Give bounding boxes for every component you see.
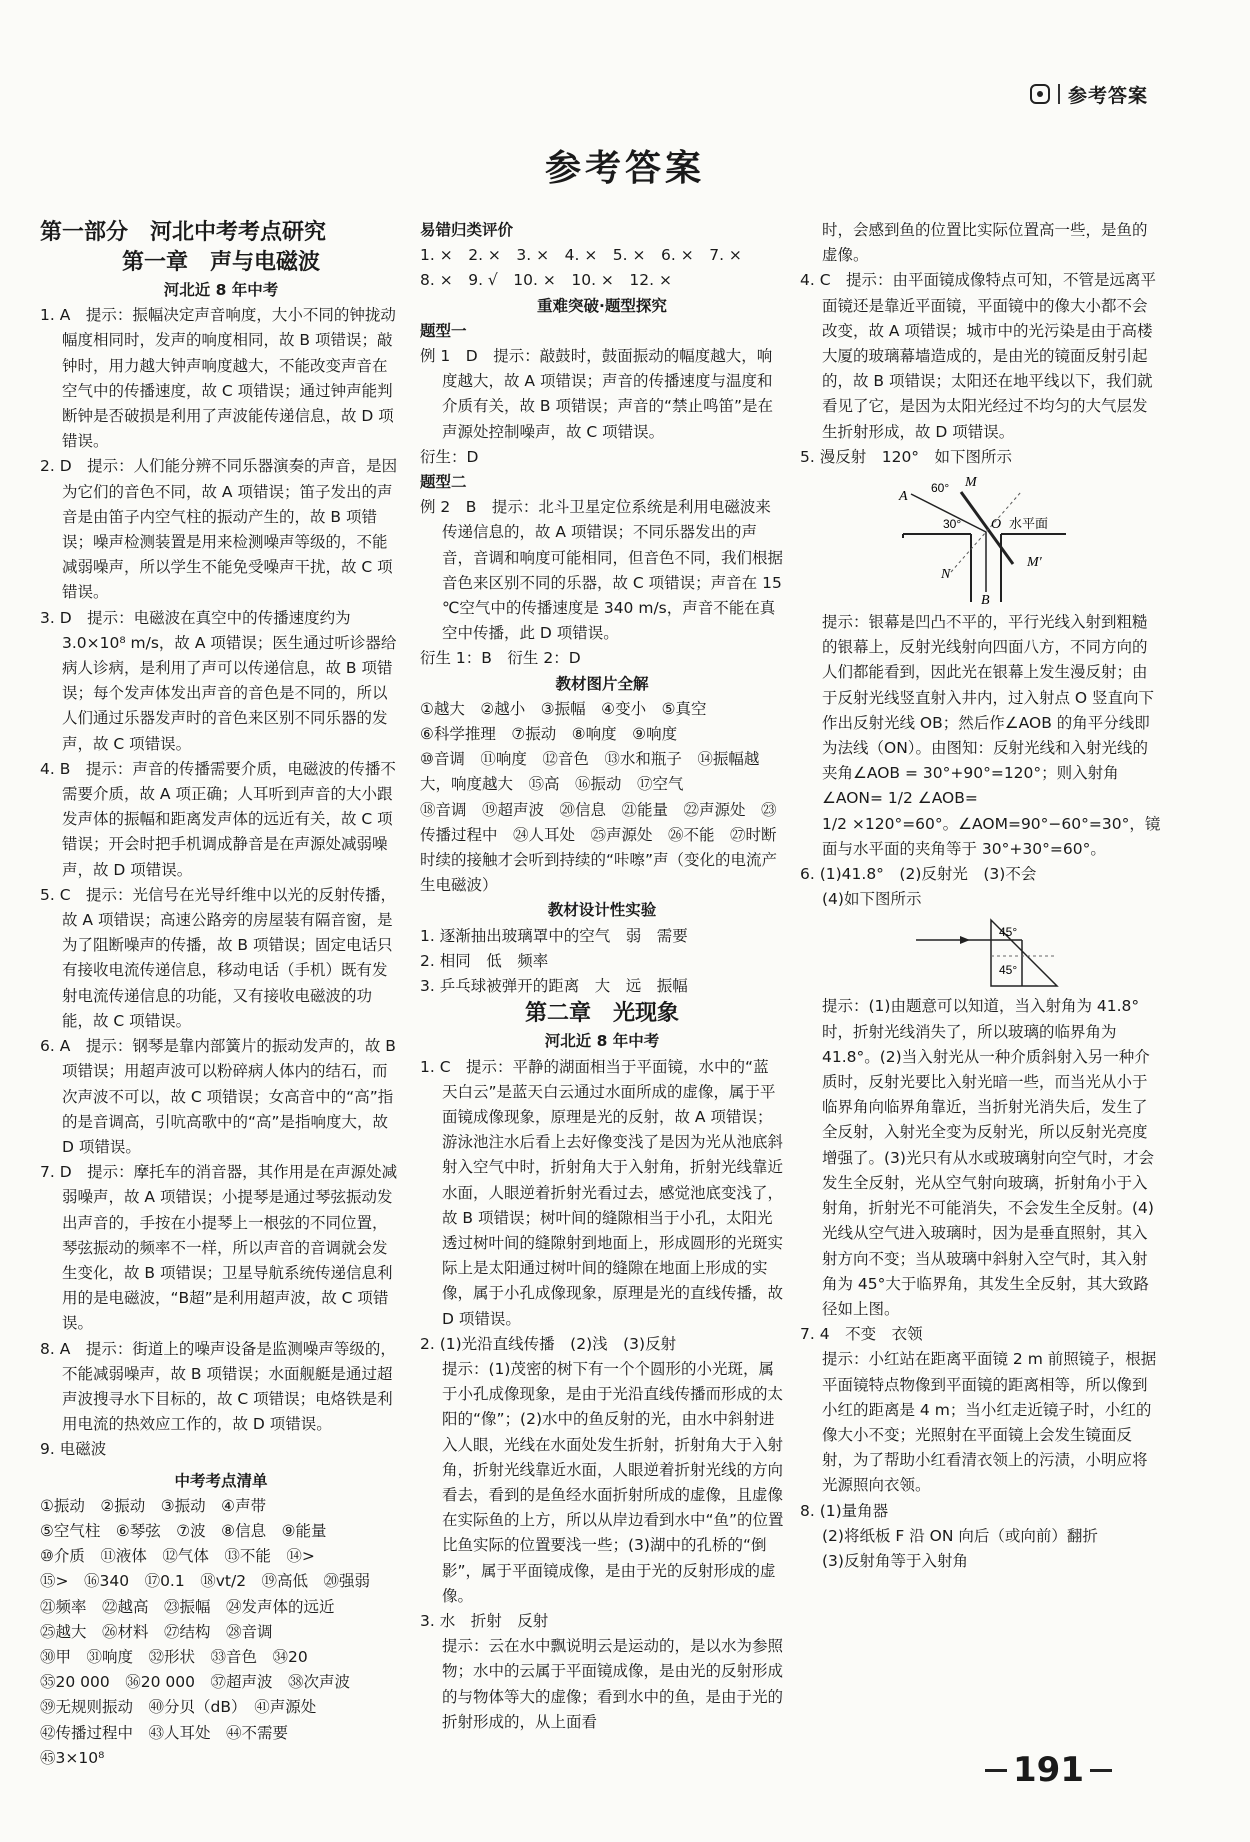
header-divider [1058, 84, 1060, 104]
column-1 [40, 218, 402, 1771]
answer-item: 8. A 提示：街道上的噪声设备是监测噪声等级的，不能减弱噪声，故 B 项错误；水面舰艇是通过超声波搜寻水下目标的，故 C 项错误；电烙铁是利用电流的热效应工作的，故 D 项错误。 [40, 1339, 396, 1434]
answer-subline: (2)将纸板 F 沿 ON 向后（或向前）翻折 [822, 1526, 1098, 1545]
answer-item: 7. 4 不变 衣领 [800, 1325, 923, 1344]
derived-line: 衍生 1：B 衍生 2：D [420, 649, 581, 668]
part-title: 第一部分 河北中考考点研究 [40, 220, 327, 245]
list-line: ⑩介质 ⑪液体 ⑫气体 ⑬不能 ⑭> [40, 1547, 315, 1566]
list-line: ㊺3×10⁸ [40, 1748, 105, 1767]
answer-item: 4. B 提示：声音的传播需要介质，电磁波的传播不需要介质，故 A 项正确；人耳听到声音的大小跟发声体的振幅和距离发声体的远近有关，故 C 项错误；开会时把手机调成静音是在声源处减弱噪声，故 D 项错误。 [40, 759, 396, 879]
list-line: ㉑频率 ㉒越高 ㉓振幅 ㉔发声体的远近 [40, 1597, 335, 1616]
answer-tip: 提示：(1)茂密的树下有一个个圆形的小光斑，属于小孔成像现象，是由于光沿直线传播而形成的太阳的“像”；(2)水中的鱼反射的光，由水中斜射进入人眼，光线在水面处发生折射，折射角大于入射角，折射光线靠近水面，人眼逆着折射光线的方向看去，看到的是鱼经水面折射所成的虚像，且虚像在实际鱼的上方，所以从岸边看到水中“鱼”的位置比鱼实际的位置要浅一些；(3)湖中的孔桥的“倒影”，属于平面镜成像，是由于光的反射形成的虚像。 [442, 1359, 784, 1605]
section-heading: 河北近 8 年中考 [544, 1032, 660, 1051]
label-60: 60° [931, 481, 950, 496]
answer-subline: (4)如下图所示 [822, 890, 922, 909]
mirror-reflection-diagram [891, 474, 1071, 606]
running-header [1030, 78, 1148, 110]
list-line: ⑤空气柱 ⑥琴弦 ⑦波 ⑧信息 ⑨能量 [40, 1521, 327, 1540]
page-number-dash [985, 1769, 1007, 1772]
prism-total-reflection-diagram [896, 916, 1066, 990]
label-b: B [981, 593, 990, 607]
pic-line: ①越大 ②越小 ③振幅 ④变小 ⑤真空 [420, 699, 707, 718]
section-heading: 教材图片全解 [555, 674, 649, 693]
answer-tip: 提示：小红站在距离平面镜 2 m 前照镜子，根据平面镜特点物像到平面镜的距离相等，所以像到小红的距离是 4 m；当小红走近镜子时，小红的像大小不变；光照射在平面镜上会发生镜面反射，为了帮助小红看清衣领上的污渍，小明应将光源照向衣领。 [822, 1350, 1157, 1495]
answer-item: 7. D 提示：摩托车的消音器，其作用是在声源处减弱噪声，故 A 项错误；小提琴是通过琴弦振动发出声音的，手按在小提琴上一根弦的不同位置，琴弦振动的频率不一样，所以声音的音调就会发生变化，故 B 项错误；卫星导航系统传递信息利用的是电磁波，“B超”是利用超声波，故 C 项错误。 [40, 1163, 398, 1333]
page-number [985, 1750, 1112, 1790]
list-line: ㉕越大 ㉖材料 ㉗结构 ㉘音调 [40, 1622, 273, 1641]
derived-line: 衍生：D [420, 447, 479, 466]
page-title: 参考答案 [544, 148, 705, 189]
answer-tip: 提示：(1)由题意可以知道，当入射角为 41.8°时，折射光线消失了，所以玻璃的临界角为 41.8°。(2)当入射光从一种介质斜射入另一种介质时，反射光要比入射光暗一些，而当光从小于临界角向临界角靠近，当折射光消失后，发生了全反射，入射光全变为反射光，所以反射光亮度增强了。(3)光只有从水或玻璃射向空气时，才会发生全反射，光从空气射向玻璃，折射角小于入射角，折射光不可能消失，不会发生全反射。(4)光线从空气进入玻璃时，因为是垂直照射，其入射方向不变；当从玻璃中斜射入空气时，其入射角为 45°大于临界角，其发生全反射，其大致路径如上图。 [822, 997, 1154, 1318]
exp-line: 1. 逐渐抽出玻璃罩中的空气 弱 需要 [420, 926, 688, 945]
list-line: ㊷传播过程中 ㊸人耳处 ㊹不需要 [40, 1723, 289, 1742]
list-line: ㊴无规则振动 ㊵分贝（dB） ㊶声源处 [40, 1698, 317, 1717]
label-o: O [991, 517, 1002, 533]
answer-item: 6. A 提示：钢琴是靠内部簧片的振动发声的，故 B 项错误；用超声波可以粉碎病人体内的结石，而次声波不可以，故 C 项错误；女高音中的“高”指的是音调高，引吭高歌中的“高”是指响度大，故 D 项错误。 [40, 1037, 396, 1156]
answer-subline: (3)反射角等于入射角 [822, 1551, 968, 1570]
label-n: N [941, 567, 951, 583]
section-heading: 教材设计性实验 [547, 901, 657, 920]
list-line: ①振动 ②振动 ③振动 ④声带 [40, 1496, 267, 1515]
subheading: 题型二 [420, 473, 467, 492]
label-30: 30° [943, 517, 962, 532]
list-line: ㉚甲 ㉛响度 ㉜形状 ㉝音色 ㉞20 [40, 1647, 308, 1666]
chapter-title: 第二章 光现象 [524, 1001, 679, 1027]
pic-line: ⑥科学推理 ⑦振动 ⑧响度 ⑨响度 [420, 725, 678, 744]
publisher-logo-icon [1030, 84, 1050, 104]
pic-line: ⑩音调 ⑪响度 ⑫音色 ⑬水和瓶子 ⑭振幅越大，响度越大 ⑮高 ⑯振动 ⑰空气 [420, 750, 760, 794]
label-m2: M′ [1027, 555, 1042, 571]
list-line: ㉟20 000 ㊱20 000 ㊲超声波 ㊳次声波 [40, 1673, 350, 1692]
answer-tip: 1/2 ×120°=60°。∠AOM=90°−60°=30°，镜面与水平面的夹角等于 30°+30°=60°。 [822, 814, 1161, 858]
answer-item: 4. C 提示：由平面镜成像特点可知，不管是远离平面镜还是靠近平面镜，平面镜中的像大小都不会改变，故 A 项错误；城市中的光污染是由于高楼大厦的玻璃幕墙造成的，是由光的镜面反射引起的，故 B 项错误；太阳还在地平线以下，我们就看见了它，是因为太阳光经过不均匀的大气层发生折射形成，故 D 项错误。 [800, 271, 1157, 441]
answer-item: 6. (1)41.8° (2)反射光 (3)不会 [800, 865, 1037, 884]
section-heading: 河北近 8 年中考 [163, 281, 279, 299]
example-item: 例 2 B 提示：北斗卫星定位系统是利用电磁波来传递信息的，故 A 项错误；不同乐器发出的声音，音调和响度可能相同，但音色不同，我们根据音色来区别不同的乐器，故 C 项错误；声音在 15 ℃空气中的传播速度是 340 m/s，声音不能在真空中传播，此 D 项错误。 [420, 498, 784, 643]
label-water: 水平面 [1009, 517, 1049, 533]
column-3 [800, 218, 1162, 1574]
section-heading: 易错归类评价 [420, 221, 514, 239]
answer-item: 5. C 提示：光信号在光导纤维中以光的反射传播，故 A 项错误；高速公路旁的房屋装有隔音窗，是为了阻断噪声的传播，故 B 项错误；固定电话只有接收电流传递信息，移动电话（手机）既有发射电流传递信息的功能，又有接收电磁波的功能，故 C 项错误。 [40, 885, 397, 1030]
label-m: M [965, 475, 977, 491]
angle-label-1: 45° [999, 925, 1018, 940]
page-number-text: 191 [1013, 1750, 1084, 1790]
answer-item: 2. (1)光沿直线传播 (2)浅 (3)反射 [420, 1334, 677, 1353]
answer-tip: 提示：银幕是凹凸不平的，平行光线入射到粗糙的银幕上，反射光线射向四面八方，不同方向的人们都能看到，因此光在银幕上发生漫反射；由于反射光线竖直射入井内，过入射点 O 竖直向下作出反射光线 OB；然后作∠AOB 的角平分线即为法线（ON）。由图知：反射光线和入射光线的夹角∠AOB = 30°+90°=120°；则入射角∠AON= 1/2 ∠AOB= [822, 613, 1155, 808]
label-a: A [899, 489, 908, 505]
subheading: 题型一 [420, 321, 467, 340]
header-label: 参考答案 [1068, 84, 1149, 107]
exp-line: 3. 乒乓球被弹开的距离 大 远 振幅 [420, 977, 688, 996]
exp-line: 2. 相同 低 频率 [420, 951, 549, 970]
answer-tip: 提示：云在水中飘说明云是运动的，是以水为参照物；水中的云属于平面镜成像，是由光的反射形成的与物体等大的虚像；看到水中的鱼，是由于光的折射形成的，从上面看 [442, 1637, 784, 1731]
section-heading: 重难突破·题型探究 [537, 296, 667, 315]
page-number-dash [1090, 1769, 1112, 1772]
answer-item: 9. 电磁波 [40, 1440, 107, 1459]
column-2 [420, 218, 784, 1735]
section-heading: 中考考点清单 [174, 1471, 268, 1490]
answer-item: 5. 漫反射 120° 如下图所示 [800, 447, 1013, 466]
answer-item: 2. D 提示：人们能分辨不同乐器演奏的声音，是因为它们的音色不同，故 A 项错误；笛子发出的声音是由笛子内空气柱的振动产生的，故 B 项错误；噪声检测装置是用来检测噪声等级的，不能减弱噪声，所以学生不能免受噪声干扰，故 C 项错误。 [40, 457, 398, 602]
chapter-title: 第一章 声与电磁波 [121, 250, 320, 275]
answer-item: 3. 水 折射 反射 [420, 1611, 549, 1630]
answer-item: 1. A 提示：振幅决定声音响度，大小不同的钟拢动幅度相同时，发声的响度相同，故 B 项错误；敲钟时，用力越大钟声响度越大，不能改变声音在空气中的传播速度，故 C 项错误；通过钟声能判断钟是否破损是利用了声波能传递信息，故 D 项错误。 [40, 306, 396, 451]
list-line: ⑮> ⑯340 ⑰0.1 ⑱vt/2 ⑲高低 ⑳强弱 [40, 1572, 371, 1591]
tf-line: 8. × 9. √ 10. × 10. × 12. × [420, 271, 672, 290]
answer-item: 3. D 提示：电磁波在真空中的传播速度约为 3.0×10⁸ m/s，故 A 项错误；医生通过听诊器给病人诊病，是利用了声可以传递信息，故 B 项错误；每个发声体发出声音的音色是不同的，所以人们通过乐器发声时的音色来区别不同乐器的发声，故 C 项错误。 [40, 608, 397, 753]
tf-line: 1. × 2. × 3. × 4. × 5. × 6. × 7. × [420, 246, 742, 265]
answer-item: 8. (1)量角器 [800, 1501, 889, 1520]
answer-item: 1. C 提示：平静的湖面相当于平面镜，水中的“蓝天白云”是蓝天白云通过水面所成的虚像，属于平面镜成像现象，原理是光的反射，故 A 项错误；游泳池注水后看上去好像变浅了是因为光从池底斜射入空气中时，折射角大于入射角，折射光线靠近水面，人眼逆着折射光看过去，感觉池底变浅了，故 B 项错误；树叶间的缝隙相当于小孔，太阳光透过树叶间的缝隙射到地面上，形成圆形的光斑实际上是太阳通过树叶间的缝隙在地面上形成的实像，属于小孔成像现象，原理是光的直线传播，故 D 项错误。 [420, 1057, 784, 1328]
answer-tip: 时，会感到鱼的位置比实际位置高一些，是鱼的虚像。 [822, 221, 1148, 265]
pic-line: ⑱音调 ⑲超声波 ⑳信息 ㉑能量 ㉒声源处 ㉓传播过程中 ㉔人耳处 ㉕声源处 ㉖不能 ㉗时断时续的接触才会听到持续的“咔嚓”声（变化的电流产生电磁波） [420, 800, 778, 895]
angle-label-2: 45° [999, 963, 1018, 978]
example-item: 例 1 D 提示：敲鼓时，鼓面振动的幅度越大，响度越大，故 A 项错误；声音的传播速度与温度和介质有关，故 B 项错误；声音的“禁止鸣笛”是在声源处控制噪声，故 C 项错误。 [420, 347, 774, 441]
